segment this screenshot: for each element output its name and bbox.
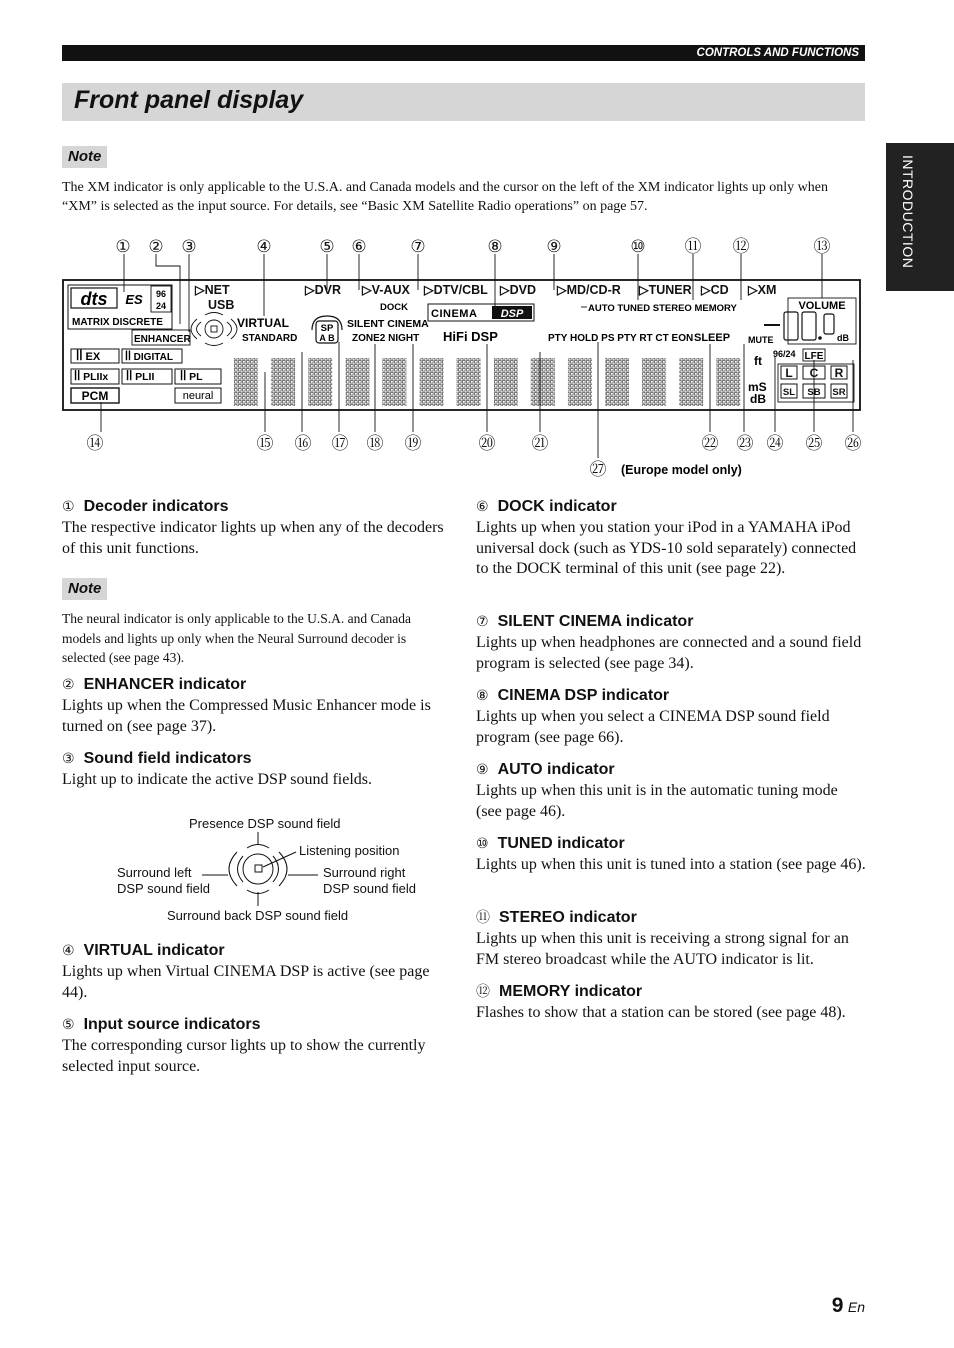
dot-matrix-cell [382,358,406,406]
callout-17: ⑰ [331,434,349,453]
section-4: ④ VIRTUAL indicator Lights up when Virtual CINEMA DSP is active (see page 44). [62,942,430,1001]
listening-label: Listening position [299,843,400,858]
callout-11: ⑪ [684,237,702,256]
callout-10: ⑩ [630,237,646,256]
dot-matrix-cell [308,358,332,406]
dvr-label: ▷DVR [305,283,342,297]
callout-16: ⑯ [294,434,312,453]
sound-field-indicator [191,313,237,346]
ch-sl: SL [782,387,796,398]
section-12: ⑫ MEMORY indicator Flashes to show that a station can be stored (see page 48). [476,983,846,1021]
mute-label: MUTE [748,335,774,345]
dot-matrix-cell [716,358,740,406]
callout-13: ⑬ [813,237,831,256]
dot-matrix-cell [420,358,444,406]
callout-23: ㉓ [736,434,754,453]
tuner-label: ▷TUNER [639,283,692,297]
callout-19: ⑲ [404,434,422,453]
db-label: dB [750,392,766,406]
pty-row-label: PTY HOLD PS PTY RT CT EON [548,333,694,344]
callout-21: ㉑ [531,434,549,453]
ex-label: ꟾꟾ EX [76,351,101,363]
callout-3: ③ [181,237,197,256]
sleep-label: SLEEP [694,332,731,344]
section-6: ⑥ DOCK indicator Lights up when you station your iPod in a YAMAHA iPod universal dock (such as YDS-10 sold separately) connected to the DOCK terminal of this unit (see page 22). [476,498,857,577]
sound-field-diagram [110,812,440,928]
section-2: ② ENHANCER indicator Lights up when the Compressed Music Enhancer mode is turned on (see page 37). [62,676,431,735]
section-8: ⑧ CINEMA DSP indicator Lights up when you select a CINEMA DSP sound field program (see page 66). [476,687,830,746]
es-logo: ES [125,292,143,307]
side-tab [886,143,954,291]
dot-matrix-cell [679,358,703,406]
callout-15: ⑮ [256,434,274,453]
svg-text:DSP: DSP [500,308,524,320]
net-label: ▷NET [195,283,230,297]
enhancer-label: ENHANCER [134,334,191,345]
callout-2: ② [148,237,164,256]
vaux-label: ▷V-AUX [362,283,410,297]
section-1: ① Decoder indicators The respective indicator lights up when any of the decoders of this unit functions. [62,498,444,557]
rate-96-24-label: 96/24 [773,349,796,359]
callout-12: ⑫ [732,237,750,256]
section-3: ③ Sound field indicators Light up to indicate the active DSP sound fields. [62,750,373,788]
pl2x-label: ꟾꟾ PLIIx [74,371,109,383]
dot-matrix-cell [234,358,258,406]
neural-label: neural [182,390,214,402]
svg-text:dB: dB [837,333,849,343]
ch-sr: SR [832,387,846,398]
svg-text:CINEMA: CINEMA [431,308,478,320]
surround-left-label: Surround left DSP sound field [117,865,210,896]
callout-25: ㉕ [805,434,823,453]
usb-label: USB [208,298,235,312]
xm-label: ▷XM [748,283,777,297]
section-11: ⑪ STEREO indicator Lights up when this unit is receiving a strong signal for an FM stereo broadcast while the AUTO indicator is lit. [476,909,849,968]
matrix-discrete-label: MATRIX DISCRETE [72,317,163,328]
note-label-box [62,146,107,168]
surround-back-label: Surround back DSP sound field [167,908,349,923]
callout-22: ㉒ [701,434,719,453]
note-text: The XM indicator is only applicable to the U.S.A. and Canada models and the cursor on the left of the XM indicator lights up only when “XM” is selected as the input source. For details, see “Basic XM Satellite Radio operations” on page 57. [62,180,828,214]
ft-label: ft [754,354,762,368]
dock-label: DOCK [380,302,408,313]
section-5: ⑤ Input source indicators The corresponding cursor lights up to show the currently selected input source. [62,1016,426,1075]
callout-9: ⑨ [546,237,562,256]
callout-27: ㉗ [589,460,607,479]
header-bar [62,45,865,61]
auto-tuned-stereo-memory-label: AUTO TUNED STEREO MEMORY [588,303,737,314]
callout-1: ① [115,237,131,256]
volume-digits [784,312,834,340]
dot-matrix-cell [345,358,369,406]
pcm-label: PCM [81,389,109,403]
surround-right-label: Surround right DSP sound field [323,865,416,896]
section-10: ⑩ TUNED indicator Lights up when this unit is tuned into a station (see page 46). [476,835,866,873]
svg-text:24: 24 [155,301,167,311]
europe-note: (Europe model only) [621,463,742,477]
callout-18: ⑱ [366,434,384,453]
dot-matrix-cell [605,358,629,406]
cd-label: ▷CD [701,283,729,297]
page-number: 9 En [831,1294,865,1317]
dvd-label: ▷DVD [500,283,537,297]
svg-text:dts: dts [80,289,108,309]
section-label: CONTROLS AND FUNCTIONS [696,47,859,59]
title-box [62,83,865,121]
callout-5: ⑤ [319,237,335,256]
callout-26: ㉖ [844,434,862,453]
svg-text:96: 96 [155,289,167,299]
dot-matrix-cell [271,358,295,406]
dtvcbl-label: ▷DTV/CBL [424,283,488,297]
mdcdr-label: ▷MD/CD-R [557,283,621,297]
callout-14: ⑭ [86,434,104,453]
callout-6: ⑥ [351,237,367,256]
callout-7: ⑦ [410,237,426,256]
section-9: ⑨ AUTO indicator Lights up when this unit is in the automatic tuning mode (see page 46). [476,761,838,820]
note2-text: The neural indicator is only applicable to the U.S.A. and Canada models and lights up only when the Neural Surround decoder is selected (see page 43). [62,611,412,665]
pl-label: ꟾꟾ PL [180,371,203,383]
note-label: Note [68,148,102,165]
note2-label-box [62,578,107,600]
section-7: ⑦ SILENT CINEMA indicator Lights up when headphones are connected and a sound field program is selected (see page 34). [476,613,862,672]
callout-4: ④ [256,237,272,256]
volume-label: VOLUME [798,300,846,312]
hifi-dsp-label: HiFi DSP [443,329,498,344]
svg-text:A B: A B [319,333,335,343]
ch-sb: SB [807,387,821,398]
ch-c: C [809,366,819,380]
callout-8: ⑧ [487,237,503,256]
side-tab-label: INTRODUCTION [900,155,916,269]
dot-matrix-cell [531,358,555,406]
front-panel-diagram [62,232,865,482]
presence-label: Presence DSP sound field [189,816,341,831]
dot-matrix-cell [642,358,666,406]
note2-label: Note [68,580,102,597]
digital-label: ꟾꟾ DIGITAL [125,352,173,363]
silent-cinema-label: SILENT CINEMA [347,318,429,330]
ch-r: R [834,366,844,380]
pl2-label: ꟾꟾ PLII [126,371,155,383]
callout-24: ㉔ [766,434,784,453]
dot-matrix-cell [494,358,518,406]
page-title: Front panel display [74,86,304,114]
svg-text:SP: SP [320,323,334,334]
lfe-label: LFE [804,351,824,362]
dot-matrix-cell [457,358,481,406]
ms-label: mS [748,380,767,394]
ch-l: L [785,366,793,380]
dot-matrix-cell [568,358,592,406]
zone2-night-label: ZONE2 NIGHT [352,333,420,344]
standard-label: STANDARD [242,333,298,344]
virtual-label: VIRTUAL [237,316,289,330]
callout-20: ⑳ [478,434,496,453]
